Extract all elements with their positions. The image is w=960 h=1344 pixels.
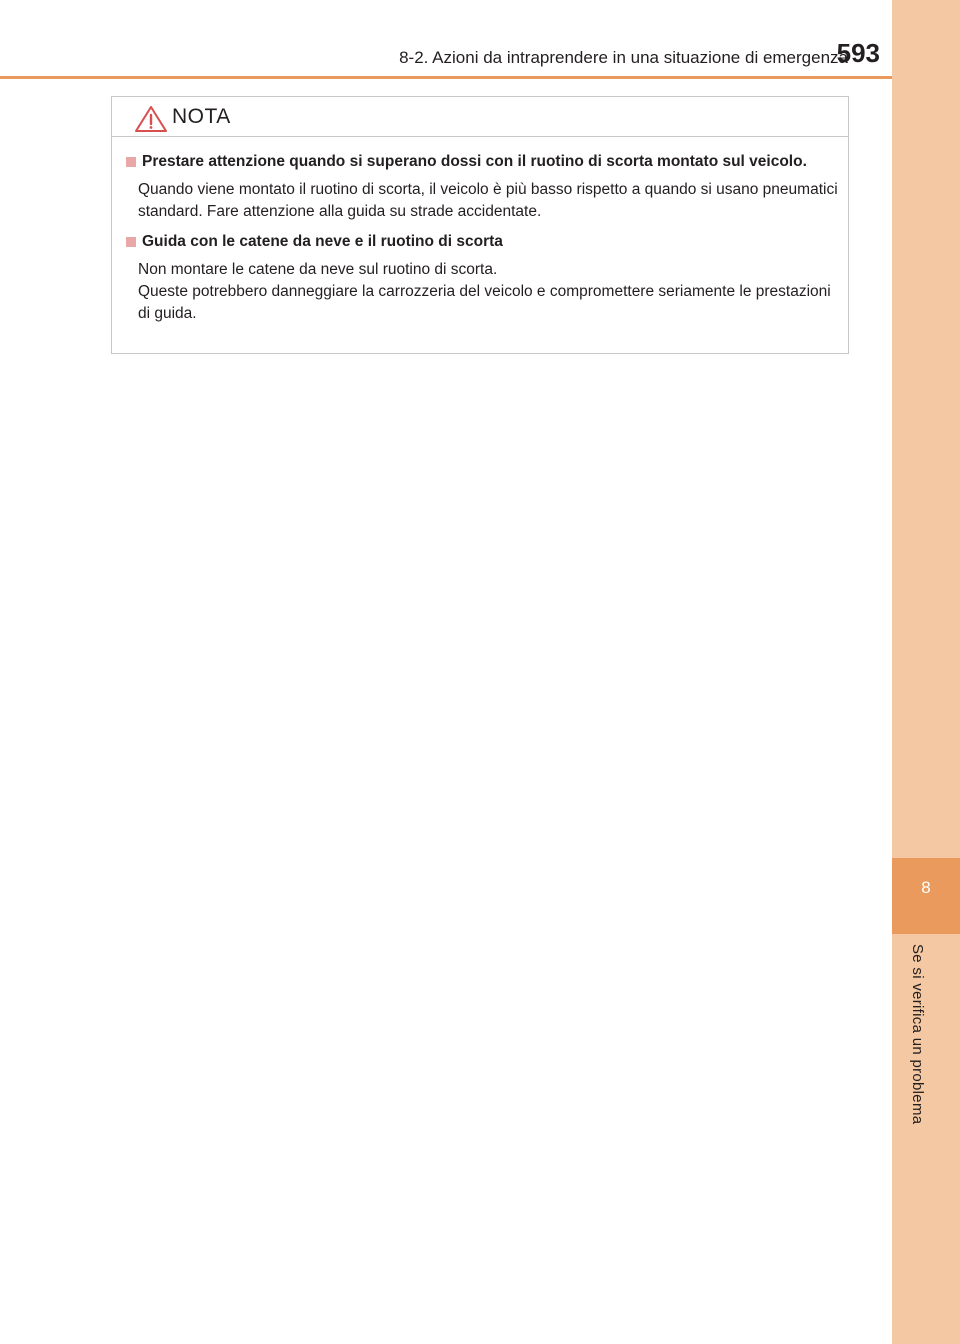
square-bullet-icon [126,237,136,247]
square-bullet-icon [126,157,136,167]
note-header [112,97,848,137]
note-item [126,151,840,223]
note-item-heading [126,151,840,173]
header-divider [0,76,892,79]
note-item-text: Non montare le catene da neve sul ruotino di scorta. Queste potrebbero danneggiare la carrozzeria del veicolo e compromettere seriamente le prestazioni di guida. [138,261,831,322]
warning-triangle-icon [134,105,168,133]
section-title: 8-2. Azioni da intraprendere in una situazione di emergenza [399,48,848,67]
note-body [126,151,840,333]
chapter-title: Se si verifica un problema [909,944,926,1125]
note-item [126,231,840,325]
chapter-number: 8 [921,878,931,897]
note-item-heading-text: Prestare attenzione quando si superano dossi con il ruotino di scorta montato sul veicolo. [142,153,807,170]
note-item-heading-text: Guida con le catene da neve e il ruotino di scorta [142,233,503,250]
note-item-heading [126,231,840,253]
chapter-side-tab [892,0,960,1344]
note-box [111,96,849,354]
note-title: NOTA [172,105,231,128]
note-item-text: Quando viene montato il ruotino di scorta, il veicolo è più basso rispetto a quando si usano pneumatici standard. Fare attenzione alla guida su strade accidentate. [138,181,838,220]
page-number: 593 [836,38,880,68]
